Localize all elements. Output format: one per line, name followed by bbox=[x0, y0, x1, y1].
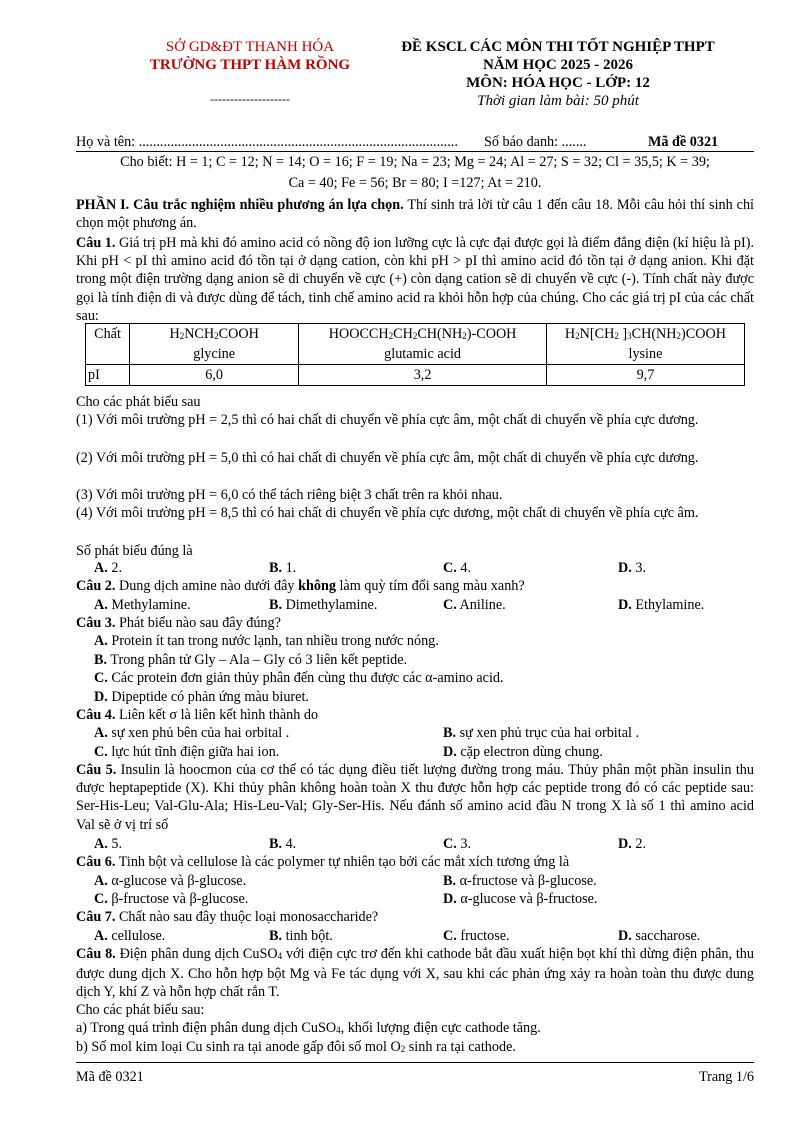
q5-option-d[interactable] bbox=[618, 835, 646, 853]
option-text: α-glucose và β-glucose. bbox=[107, 873, 247, 889]
q3-label: Câu 3. bbox=[76, 615, 116, 631]
option-text: 3. bbox=[631, 560, 646, 576]
question-6 bbox=[76, 853, 754, 871]
option-letter: A. bbox=[94, 633, 108, 649]
q2-text-pre: Dung dịch amine nào dưới đây bbox=[115, 578, 299, 594]
option-text: 2. bbox=[631, 836, 646, 852]
header-divider: -------------------- bbox=[210, 92, 290, 106]
option-letter: B. bbox=[443, 725, 457, 741]
q1-option-a[interactable] bbox=[94, 559, 122, 577]
page-number: Trang 1/6 bbox=[698, 1069, 754, 1085]
header-right bbox=[368, 38, 748, 110]
question-8 bbox=[76, 945, 754, 1002]
option-text: 4. bbox=[456, 560, 471, 576]
q8-text: Điện phân dung dịch CuSO$_4$ với điện cực trơ đến khi cathode bắt đầu xuất hiện bọt khí thì dừng điện phân, thu được dung dịch X. Cho hỗn hợp bột Mg và Fe tác dụng với X, sau khi các phản ứng xảy ra hoàn toàn thu được dung dịch Y, khí Z và hỗn hợp chất rắn T. bbox=[76, 946, 754, 1001]
glutamic-formula: $HOOCCH_2CH_2CH(NH_2)$-COOH bbox=[328, 326, 517, 342]
option-letter: D. bbox=[94, 689, 108, 705]
department-name: SỞ GD&ĐT THANH HÓA bbox=[165, 39, 335, 55]
q4-text: Liên kết σ là liên kết hình thành do bbox=[115, 707, 319, 723]
student-info bbox=[76, 133, 754, 151]
option-text: α-fructose và β-glucose. bbox=[456, 873, 597, 889]
q1-statement-1: (1) Với môi trường pH = 2,5 thì có hai chất di chuyển về phía cực âm, một chất di chuyển về phía cực dương. bbox=[76, 412, 699, 428]
glycine-name: glycine bbox=[193, 346, 236, 362]
q2-label: Câu 2. bbox=[76, 578, 116, 594]
option-text: Aniline. bbox=[456, 597, 506, 613]
option-text: 4. bbox=[282, 836, 297, 852]
option-letter: B. bbox=[269, 560, 283, 576]
option-text: Trong phân tử Gly – Ala – Gly có 3 liên kết peptide. bbox=[107, 652, 408, 668]
option-letter: B. bbox=[443, 873, 457, 889]
option-letter: A. bbox=[94, 836, 108, 852]
footer bbox=[76, 1068, 754, 1086]
option-text: Dimethylamine. bbox=[282, 597, 378, 613]
option-letter: A. bbox=[94, 560, 108, 576]
q2-option-b[interactable] bbox=[269, 596, 377, 614]
q5-option-c[interactable] bbox=[443, 835, 471, 853]
given-line-1: Cho biết: H = 1; C = 12; N = 14; O = 16; F = 19; Na = 23; Mg = 24; Al = 27; S = 32; Cl = 35,5; K = 39; bbox=[120, 154, 710, 170]
option-letter: B. bbox=[269, 928, 283, 944]
option-text: cặp electron dùng chung. bbox=[456, 744, 603, 760]
q2-option-a[interactable] bbox=[94, 596, 191, 614]
q6-option-d[interactable] bbox=[443, 890, 598, 908]
q6-option-a[interactable] bbox=[94, 872, 246, 890]
option-text: 2. bbox=[107, 560, 122, 576]
q1-option-d[interactable] bbox=[618, 559, 646, 577]
option-text: Methylamine. bbox=[107, 597, 191, 613]
option-letter: D. bbox=[618, 597, 632, 613]
option-text: α-glucose và β-fructose. bbox=[456, 891, 598, 907]
option-text: tinh bột. bbox=[282, 928, 333, 944]
q4-option-a[interactable] bbox=[94, 724, 289, 742]
option-letter: C. bbox=[443, 597, 457, 613]
table-row bbox=[86, 365, 745, 386]
q5-option-b[interactable] bbox=[269, 835, 296, 853]
option-letter: C. bbox=[443, 560, 457, 576]
q1-statement-3: (3) Với môi trường pH = 6,0 có thể tách riêng biệt 3 chất trên ra khỏi nhau. bbox=[76, 487, 503, 503]
option-letter: B. bbox=[94, 652, 108, 668]
question-2 bbox=[76, 577, 754, 595]
lysine-formula: $H_2N[CH_2$ ]$_3CH(NH_2)COOH$ bbox=[564, 326, 726, 342]
exam-code: Mã đề 0321 bbox=[648, 134, 719, 150]
part1-title: PHẦN I. Câu trắc nghiệm nhiều phương án lựa chọn. bbox=[76, 197, 404, 213]
q8-label: Câu 8. bbox=[76, 946, 116, 962]
q3-option-c[interactable] bbox=[94, 669, 504, 687]
q2-option-c[interactable] bbox=[443, 596, 506, 614]
header-left bbox=[120, 38, 380, 107]
q5-label: Câu 5. bbox=[76, 762, 117, 778]
option-letter: B. bbox=[269, 836, 283, 852]
q1-given-label: Cho các phát biểu sau bbox=[76, 394, 201, 410]
option-letter: D. bbox=[618, 560, 632, 576]
option-text: lực hút tĩnh điện giữa hai ion. bbox=[107, 744, 280, 760]
q3-option-d[interactable] bbox=[94, 688, 309, 706]
q3-option-b[interactable] bbox=[94, 651, 407, 669]
table-cell bbox=[130, 324, 299, 365]
q1-label: Câu 1. bbox=[76, 235, 116, 251]
q7-label: Câu 7. bbox=[76, 909, 116, 925]
q5-text: Insulin là hoocmon của cơ thể có tác dụng điều tiết lượng đường trong máu. Thủy phân một phần insulin thu được heptapeptide (X). Khi thủy phân không hoàn toàn X thu được hỗn hợp các peptide trong đó có các peptide sau: Ser-His-Leu; Val-Glu-Ala; His-Leu-Val; Gly-Ser-His. Nếu đánh số amino acid đầu N trong X là số 1 thì amino acid Val sẽ ở vị trí số bbox=[76, 762, 754, 833]
lysine-name: lysine bbox=[628, 346, 663, 362]
col-header: Chất bbox=[86, 324, 130, 365]
footer-rule bbox=[76, 1062, 754, 1063]
option-text: Dipeptide có phản ứng màu biuret. bbox=[107, 689, 309, 705]
time-limit: Thời gian làm bài: 50 phút bbox=[477, 93, 639, 109]
option-text: saccharose. bbox=[631, 928, 701, 944]
footer-exam-code: Mã đề 0321 bbox=[76, 1069, 144, 1085]
option-letter: A. bbox=[94, 873, 108, 889]
option-text: fructose. bbox=[456, 928, 510, 944]
question-5 bbox=[76, 761, 754, 834]
q7-option-a[interactable] bbox=[94, 927, 165, 945]
option-letter: A. bbox=[94, 597, 108, 613]
q7-text: Chất nào sau đây thuộc loại monosaccharide? bbox=[115, 909, 379, 925]
question-3 bbox=[76, 614, 754, 632]
exam-title: ĐỀ KSCL CÁC MÔN THI TỐT NGHIỆP THPT bbox=[401, 39, 715, 55]
option-letter: A. bbox=[94, 725, 108, 741]
q7-option-d[interactable] bbox=[618, 927, 700, 945]
q2-text-post: làm quỳ tím đổi sang màu xanh? bbox=[335, 578, 525, 594]
glycine-formula: $H_2NCH_2COOH$ bbox=[169, 326, 259, 342]
q6-option-b[interactable] bbox=[443, 872, 597, 890]
q7-option-c[interactable] bbox=[443, 927, 510, 945]
q1-statement-2: (2) Với môi trường pH = 5,0 thì có hai chất di chuyển về phía cực âm, một chất di chuyển về phía cực dương. bbox=[76, 450, 699, 466]
q7-option-b[interactable] bbox=[269, 927, 333, 945]
option-letter: C. bbox=[94, 744, 108, 760]
question-7 bbox=[76, 908, 754, 926]
school-year: NĂM HỌC 2025 - 2026 bbox=[483, 57, 633, 73]
option-text: Ethylamine. bbox=[631, 597, 705, 613]
table-cell bbox=[299, 324, 547, 365]
option-letter: C. bbox=[94, 670, 108, 686]
q4-option-c[interactable] bbox=[94, 743, 279, 761]
pi-glycine: 6,0 bbox=[130, 365, 299, 386]
q3-text: Phát biểu nào sau đây đúng? bbox=[115, 615, 281, 631]
question-1 bbox=[76, 234, 754, 325]
option-letter: D. bbox=[443, 744, 457, 760]
q8-statement-a: a) Trong quá trình điện phân dung dịch CuSO$_4$, khối lượng điện cực cathode tăng. bbox=[76, 1020, 541, 1036]
option-letter: C. bbox=[94, 891, 108, 907]
part1-intro bbox=[76, 196, 754, 232]
q5-option-a[interactable] bbox=[94, 835, 122, 853]
option-text: 1. bbox=[282, 560, 297, 576]
option-text: sự xen phủ bên của hai orbital . bbox=[107, 725, 290, 741]
pi-label: pI bbox=[86, 365, 130, 386]
option-text: cellulose. bbox=[107, 928, 166, 944]
q1-option-b[interactable] bbox=[269, 559, 296, 577]
option-text: Protein ít tan trong nước lạnh, tan nhiều trong nước nóng. bbox=[107, 633, 439, 649]
option-letter: C. bbox=[443, 928, 457, 944]
pi-glutamic: 3,2 bbox=[299, 365, 547, 386]
option-text: 3. bbox=[456, 836, 471, 852]
q1-option-c[interactable] bbox=[443, 559, 471, 577]
q4-option-b[interactable] bbox=[443, 724, 639, 742]
q4-option-d[interactable] bbox=[443, 743, 603, 761]
option-letter: A. bbox=[94, 928, 108, 944]
school-name: TRƯỜNG THPT HÀM RỒNG bbox=[149, 57, 351, 73]
option-letter: B. bbox=[269, 597, 283, 613]
pi-table bbox=[85, 323, 745, 386]
q1-text: Giá trị pH mà khi đó amino acid có nồng độ ion lưỡng cực là cực đại được gọi là điểm đẳng điện (kí hiệu là pI). Khi pH < pI thì amino acid đó tồn tại ở dạng cation, còn khi pH > pI thì amino acid đó tồn tại ở dạng anion. Khi đặt trong một điện trường dạng anion sẽ di chuyển về cực (+) còn dạng cation sẽ di chuyển về cực (-). Tính chất này được gọi là tính điện di và được dùng để tách, tinh chế amino acid ra khỏi hỗn hợp của chúng. Cho các giá trị pI của các chất sau: bbox=[76, 235, 754, 324]
option-letter: D. bbox=[618, 928, 632, 944]
part1-instructions: Thí sinh trả lời từ câu 1 đến câu 18. Mỗi câu hỏi thí sinh chỉ chọn một phương án. bbox=[76, 197, 754, 232]
option-letter: C. bbox=[443, 836, 457, 852]
q2-text-bold: không bbox=[298, 578, 336, 594]
id-label: Số báo danh: ....... bbox=[484, 134, 587, 150]
glutamic-name: glutamic acid bbox=[384, 346, 461, 362]
q1-ask: Số phát biểu đúng là bbox=[76, 543, 193, 559]
q6-label: Câu 6. bbox=[76, 854, 116, 870]
question-4 bbox=[76, 706, 754, 724]
given-line-2: Ca = 40; Fe = 56; Br = 80; I =127; At = 210. bbox=[288, 175, 542, 191]
q2-option-d[interactable] bbox=[618, 596, 704, 614]
q8-statement-b: b) Số mol kim loại Cu sinh ra tại anode gấp đôi số mol $O_2$ sinh ra tại cathode. bbox=[76, 1039, 516, 1055]
q6-option-c[interactable] bbox=[94, 890, 248, 908]
table-row bbox=[86, 324, 745, 365]
option-text: sự xen phủ trục của hai orbital . bbox=[456, 725, 640, 741]
option-letter: D. bbox=[618, 836, 632, 852]
q4-label: Câu 4. bbox=[76, 707, 116, 723]
option-text: β-fructose và β-glucose. bbox=[107, 891, 249, 907]
name-label: Họ và tên: .......................................................................................... bbox=[76, 134, 458, 150]
q8-given-label: Cho các phát biểu sau: bbox=[76, 1002, 205, 1018]
table-cell bbox=[546, 324, 744, 365]
option-text: Các protein đơn giản thủy phân đến cùng thu được các α-amino acid. bbox=[107, 670, 504, 686]
q1-statement-4: (4) Với môi trường pH = 8,5 thì có hai chất di chuyển về phía cực dương, một chất di chuyển về phía cực âm. bbox=[76, 505, 699, 521]
option-letter: D. bbox=[443, 891, 457, 907]
pi-lysine: 9,7 bbox=[546, 365, 744, 386]
info-rule bbox=[76, 151, 754, 152]
q3-option-a[interactable] bbox=[94, 632, 439, 650]
q6-text: Tinh bột và cellulose là các polymer tự nhiên tạo bởi các mắt xích tương ứng là bbox=[115, 854, 570, 870]
subject: MÔN: HÓA HỌC - LỚP: 12 bbox=[466, 75, 650, 91]
option-text: 5. bbox=[107, 836, 122, 852]
